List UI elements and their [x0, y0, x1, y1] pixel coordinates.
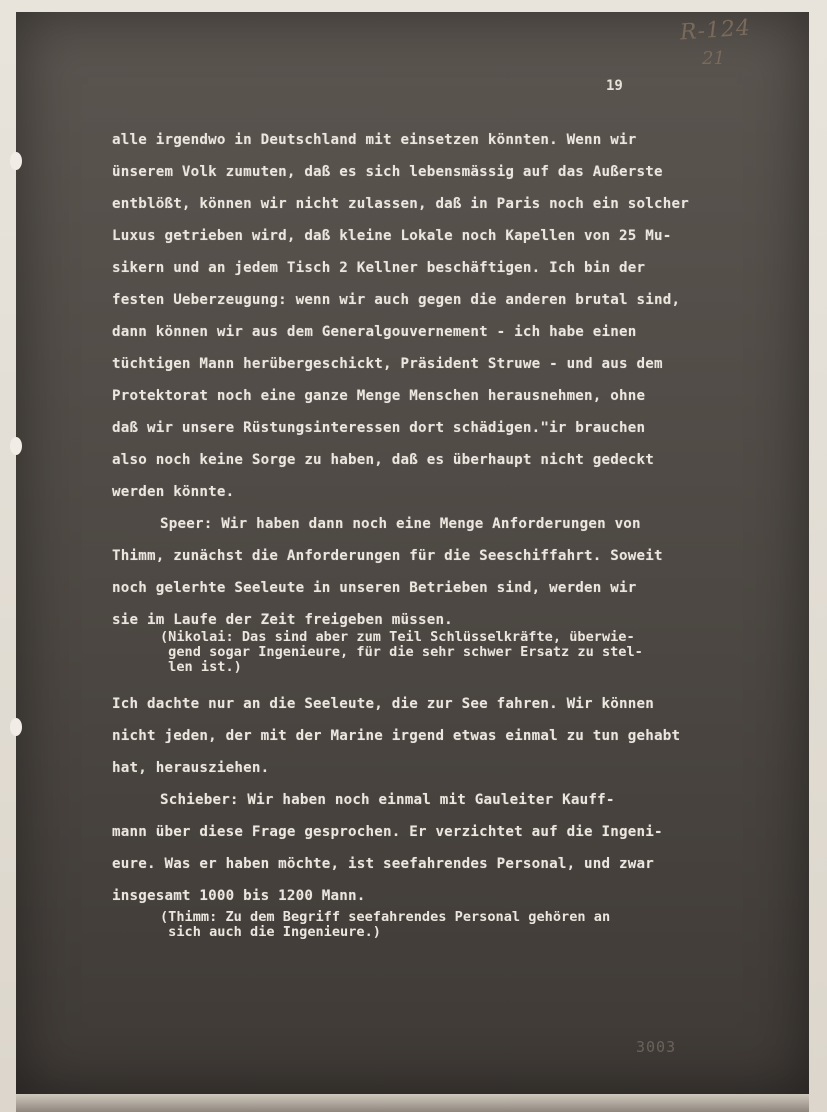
text-line: hat, herausziehen.: [112, 760, 270, 776]
archive-mark: R-124: [679, 15, 752, 46]
text-line: tüchtigen Mann herübergeschickt, Präsident Struwe - und aus dem: [112, 356, 663, 372]
archive-stamp-number: 3003: [636, 1038, 677, 1056]
text-line: alle irgendwo in Deutschland mit einsetzen könnten. Wenn wir: [112, 132, 637, 148]
text-line: noch gelerhte Seeleute in unseren Betrieben sind, werden wir: [112, 580, 637, 596]
text-line: eure. Was er haben möchte, ist seefahrendes Personal, und zwar: [112, 856, 654, 872]
text-line: Protektorat noch eine ganze Menge Menschen herausnehmen, ohne: [112, 388, 646, 404]
text-line: Ich dachte nur an die Seeleute, die zur See fahren. Wir können: [112, 696, 654, 712]
text-line: Luxus getrieben wird, daß kleine Lokale noch Kapellen von 25 Mu-: [112, 228, 672, 244]
text-line: dann können wir aus dem Generalgouvernement - ich habe einen: [112, 324, 637, 340]
punch-hole: [10, 437, 22, 455]
text-line: also noch keine Sorge zu haben, daß es überhaupt nicht gedeckt: [112, 452, 654, 468]
text-line: entblößt, können wir nicht zulassen, daß in Paris noch ein solcher: [112, 196, 689, 212]
speaker-paragraph-speer: Speer: Wir haben dann noch eine Menge Anforderungen von: [160, 516, 641, 532]
text-line: festen Ueberzeugung: wenn wir auch gegen die anderen brutal sind,: [112, 292, 681, 308]
punch-hole: [10, 718, 22, 736]
interjection-nikolai: (Nikolai: Das sind aber zum Teil Schlüsselkräfte, überwie- gend sogar Ingenieure, für die sehr schwer Ersatz zu stel- len ist.): [160, 629, 643, 675]
text-line: sikern und an jedem Tisch 2 Kellner beschäftigen. Ich bin der: [112, 260, 646, 276]
page-number: 19: [606, 78, 623, 94]
archive-mark-sub: 21: [702, 48, 725, 69]
text-line: Thimm, zunächst die Anforderungen für die Seeschiffahrt. Soweit: [112, 548, 663, 564]
page-bottom-edge: [16, 1094, 809, 1112]
punch-hole: [10, 152, 22, 170]
text-line: sie im Laufe der Zeit freigeben müssen.: [112, 612, 453, 628]
text-line: werden könnte.: [112, 484, 235, 500]
interjection-thimm: (Thimm: Zu dem Begriff seefahrendes Personal gehören an sich auch die Ingenieure.): [160, 909, 611, 940]
text-line: mann über diese Frage gesprochen. Er verzichtet auf die Ingeni-: [112, 824, 663, 840]
text-line: nicht jeden, der mit der Marine irgend etwas einmal zu tun gehabt: [112, 728, 681, 744]
text-line: ünserem Volk zumuten, daß es sich lebensmässig auf das Außerste: [112, 164, 663, 180]
speaker-paragraph-schieber: Schieber: Wir haben noch einmal mit Gauleiter Kauff-: [160, 792, 615, 808]
text-line: insgesamt 1000 bis 1200 Mann.: [112, 888, 366, 904]
text-line: daß wir unsere Rüstungsinteressen dort schädigen."ir brauchen: [112, 420, 646, 436]
